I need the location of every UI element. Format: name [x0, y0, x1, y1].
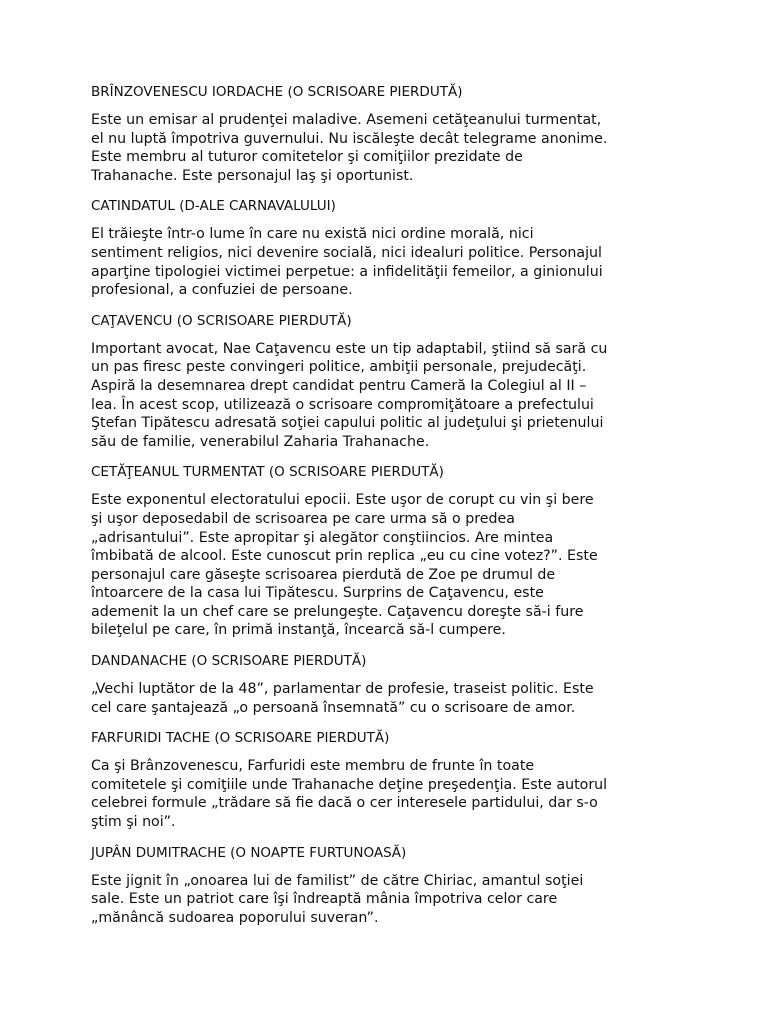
character-entry-farfuridi — [91, 729, 726, 831]
text-line: sentiment religios, nici devenire socială, nici idealuri politice. Personajul — [91, 244, 602, 261]
text-line: Important avocat, Nae Caţavencu este un tip adaptabil, ştiind să sară cu — [91, 340, 608, 357]
character-entry-cetateanul-turmentat — [91, 463, 726, 640]
entry-title: FARFURIDI TACHE (O SCRISOARE PIERDUTĂ) — [91, 730, 390, 747]
text-line: El trăieşte într-o lume în care nu există nici ordine morală, nici — [91, 226, 534, 243]
entry-body — [91, 757, 726, 831]
document-page — [91, 83, 726, 939]
character-entry-catindatul — [91, 197, 726, 299]
entry-title: CETĂŢEANUL TURMENTAT (O SCRISOARE PIERDUTĂ) — [91, 464, 444, 481]
text-line: îmbibată de alcool. Este cunoscut prin replica „eu cu cine votez?”. Este — [91, 548, 598, 565]
text-line: Este exponentul electoratului epocii. Este uşor de corupt cu vin şi bere — [91, 492, 594, 509]
character-entry-branzovenescu — [91, 83, 726, 185]
entry-title: CAŢAVENCU (O SCRISOARE PIERDUTĂ) — [91, 312, 352, 329]
text-line: Ştefan Tipătescu adresată soţiei capului politic al judeţului şi prietenului — [91, 415, 604, 432]
text-line: „mănâncă sudoarea poporului suveran”. — [91, 909, 379, 926]
text-line: şi uşor deposedabil de scrisoarea pe care urma să o predea — [91, 510, 515, 527]
entry-body — [91, 111, 726, 185]
text-line: comitetele şi comiţiile unde Trahanache deţine preşedenţia. Este autorul — [91, 776, 608, 793]
entry-body — [91, 680, 726, 717]
text-line: Este membru al tuturor comitetelor şi comiţiilor prezidate de — [91, 149, 523, 166]
text-line: sale. Este un patriot care îşi îndreaptă mânia împotriva celor care — [91, 891, 558, 908]
text-line: Este un emisar al prudenţei maladive. Asemeni cetăţeanului turmentat, — [91, 112, 602, 128]
text-line: el nu luptă împotriva guvernului. Nu iscăleşte decât telegrame anonime. — [91, 130, 608, 147]
text-line: bileţelul pe care, în primă instanţă, încearcă să-l cumpere. — [91, 622, 506, 639]
text-line: „adrisantului”. Este apropitar şi alegător conştiincios. Are mintea — [91, 529, 554, 546]
entry-body — [91, 225, 726, 299]
text-line: un pas firesc peste convingeri politice, ambiţii personale, prejudecăţi. — [91, 359, 587, 376]
text-line: celebrei formule „trădare să fie dacă o cer interesele partidului, dar s-o — [91, 795, 598, 812]
entry-body — [91, 872, 726, 928]
character-entry-jupan-dumitrache — [91, 844, 726, 928]
character-entry-catavencu — [91, 312, 726, 452]
text-line: profesional, a confuziei de persoane. — [91, 282, 353, 299]
text-line: Aspiră la desemnarea drept candidat pentru Cameră la Colegiul al II – — [91, 377, 587, 394]
text-line: personajul care găseşte scrisoarea pierdută de Zoe pe drumul de — [91, 566, 556, 583]
text-line: lea. În acest scop, utilizează o scrisoare compromiţătoare a prefectului — [91, 396, 594, 413]
character-entry-dandanache — [91, 652, 726, 717]
text-line: cel care şantajează „o persoană însemnată” cu o scrisoare de amor. — [91, 699, 576, 716]
text-line: Trahanache. Este personajul laş şi oportunist. — [91, 167, 414, 184]
text-line: Este jignit în „onoarea lui de familist” de către Chiriac, amantul soţiei — [91, 872, 584, 889]
text-line: aparţine tipologiei victimei perpetue: a infidelităţii femeilor, a ginionului — [91, 263, 603, 280]
text-line: său de familie, venerabilul Zaharia Trahanache. — [91, 433, 430, 450]
text-line: întoarcere de la casa lui Tipătescu. Surprins de Caţavencu, este — [91, 585, 544, 602]
entry-title: CATINDATUL (D-ALE CARNAVALULUI) — [91, 198, 336, 215]
text-line: ademenit la un chef care se prelungeşte. Caţavencu doreşte să-i fure — [91, 603, 584, 620]
text-line: „Vechi luptător de la 48”, parlamentar de profesie, traseist politic. Este — [91, 681, 594, 698]
entry-title: BRÎNZOVENESCU IORDACHE (O SCRISOARE PIERDUTĂ) — [91, 84, 463, 100]
entry-title: JUPÂN DUMITRACHE (O NOAPTE FURTUNOASĂ) — [91, 844, 407, 861]
entry-body — [91, 491, 726, 640]
entry-title: DANDANACHE (O SCRISOARE PIERDUTĂ) — [91, 653, 367, 670]
entry-body — [91, 340, 726, 452]
text-line: ştim şi noi”. — [91, 814, 176, 831]
text-line: Ca şi Brânzovenescu, Farfuridi este membru de frunte în toate — [91, 758, 535, 775]
